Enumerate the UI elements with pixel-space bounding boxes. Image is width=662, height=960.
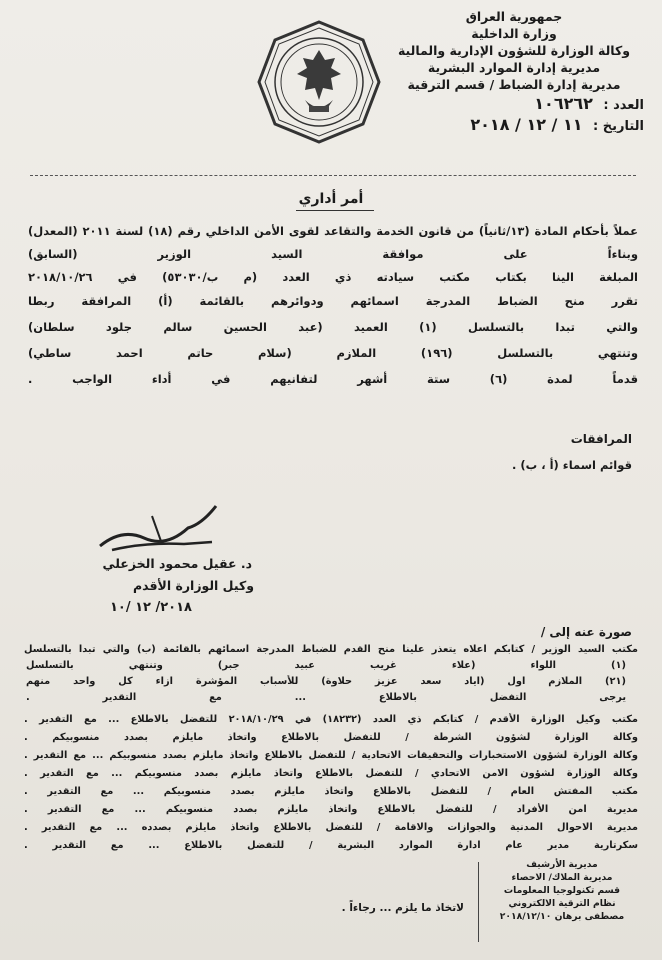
copy-line: مديرية امن الأفراد / للتفضل بالاطلاع واتخاذ مايلزم بصدد منسوبيكم ... مع التقدير .: [24, 804, 638, 815]
body-line: عملاً بأحكام المادة (١٣/ثانياً) من قانون الخدمة والتقاعد لقوى الأمن الداخلي رقم (١٨) لسنة ٢٠١١ (المعدل): [28, 224, 638, 238]
letterhead-line: جمهورية العراق: [465, 9, 563, 24]
copy-line: يرجى التفضل بالاطلاع ... مع التقدير .: [26, 692, 626, 703]
copy-line: (١) اللواء (علاء غريب عبيد جبر) وتنتهي بالتسلسل: [26, 660, 626, 671]
ministry-emblem-icon: [255, 18, 383, 146]
copy-line: (٢١) الملازم اول (اياد سعد عزيز حلاوة) للأسباب المؤشرة ازاء كل واحد منهم: [26, 676, 626, 687]
copy-line: مكتب السيد الوزير / كتابكم اعلاه يتعذر علينا منح القدم للضباط المدرجة اسمائهم بالقائمة (ب) والتي تبدا بالتسلسل: [24, 644, 638, 655]
body-line: والتي تبدا بالتسلسل (١) العميد (عبد الحسين سالم جلود سلطان): [28, 320, 638, 334]
header-divider: [30, 175, 636, 176]
letterhead-line: مديرية إدارة الموارد البشرية: [427, 60, 601, 75]
body-line: تقرر منح الضباط المدرجة اسمائهم ودوائرهم بالقائمة (أ) المرافقة ربطا: [28, 294, 638, 308]
reference-date-label: التاريخ :: [593, 119, 644, 134]
copy-line: مديرية الاحوال المدنية والجوازات والاقامة / للتفضل بالاطلاع واتخاذ مايلزم بصدده ... مع التقدير .: [24, 822, 638, 833]
signatory-position: وكيل الوزارة الأقدم: [132, 578, 254, 593]
copy-to-label: صورة عنه إلى /: [540, 625, 632, 639]
archive-block: [482, 858, 642, 923]
reference-number: [384, 95, 644, 114]
body-line: وبناءاً على موافقة السيد الوزير (السابق): [28, 247, 638, 261]
archive-line: نظام الترقية الالكتروني: [508, 898, 616, 909]
copy-line: مكتب وكيل الوزارة الأقدم / كتابكم ذي العدد (١٨٢٣٢) في ٢٠١٨/١٠/٢٩ للتفضل بالاطلاع ... مع التقدير .: [24, 714, 638, 725]
copy-line: وكالة الوزارة لشؤون الاستخبارات والتحقيقات الاتحادية / للتفضل بالاطلاع واتخاذ مايلزم بصدد منسوبيكم ... مع التقدير .: [24, 750, 638, 761]
signature-date: ٢٠١٨/ ١٢ /١٠: [109, 600, 192, 615]
signatory-name: د. عقيل محمود الخزعلي: [102, 556, 252, 571]
attachments-label: المرافقات: [570, 432, 632, 446]
letterhead: [384, 8, 644, 135]
copy-line: وكالة الوزارة لشؤون الامن الاتحادي / للتفضل بالاطلاع واتخاذ مايلزم بصدد منسوبيكم ... مع التقدير .: [24, 768, 638, 779]
archive-line: مديرية الأرشيف: [526, 859, 598, 870]
attachments-text: قوائم اسماء (أ ، ب) .: [512, 458, 632, 472]
archive-line: مصطفى برهان ٢٠١٨/١٢/١٠: [499, 911, 625, 922]
copy-line: مكتب المفتش العام / للتفضل بالاطلاع واتخاذ مايلزم بصدد منسوبيكم ... مع التقدير .: [24, 786, 638, 797]
reference-number-value: ١٠٦٢٦٢: [534, 94, 593, 113]
archive-line: قسم تكنولوجيا المعلومات: [503, 885, 621, 896]
reference-number-label: العدد :: [603, 98, 644, 113]
copy-line: سكرتارية مدير عام ادارة الموارد البشرية / للتفضل بالاطلاع ... مع التقدير .: [24, 840, 638, 851]
letterhead-line: وكالة الوزارة للشؤون الإدارية والمالية: [397, 43, 631, 58]
archive-line: مديرية الملاك/ الاحصاء: [511, 872, 613, 883]
copy-line: وكالة الوزارة لشؤون الشرطة / للتفضل بالاطلاع واتخاذ مايلزم بصدد منسوبيكم .: [24, 732, 638, 743]
letterhead-line: وزارة الداخلية: [471, 26, 557, 41]
archive-bracket: [478, 862, 479, 942]
reference-date-value: ١١ / ١٢ / ٢٠١٨: [470, 115, 583, 134]
signature-scribble-icon: [92, 498, 222, 560]
body-line: المبلغة الينا بكتاب مكتب سيادته ذي العدد (م ب/٥٣٠٣٠) في ٢٠١٨/١٠/٢٦: [28, 270, 638, 284]
body-line: وتنتهي بالتسلسل (١٩٦) الملازم (سلام حاتم احمد ساطي): [28, 346, 638, 360]
reference-date: [384, 116, 644, 135]
body-line: قدماً لمدة (٦) ستة أشهر لتفانيهم في أداء الواجب .: [28, 372, 638, 386]
letterhead-line: مديرية إدارة الضباط / قسم الترقية: [407, 77, 621, 92]
document-title: أمر أداري: [298, 191, 364, 207]
archive-note: لاتخاذ ما يلزم ... رجاءاً .: [341, 902, 464, 914]
title-underline: [296, 210, 374, 211]
